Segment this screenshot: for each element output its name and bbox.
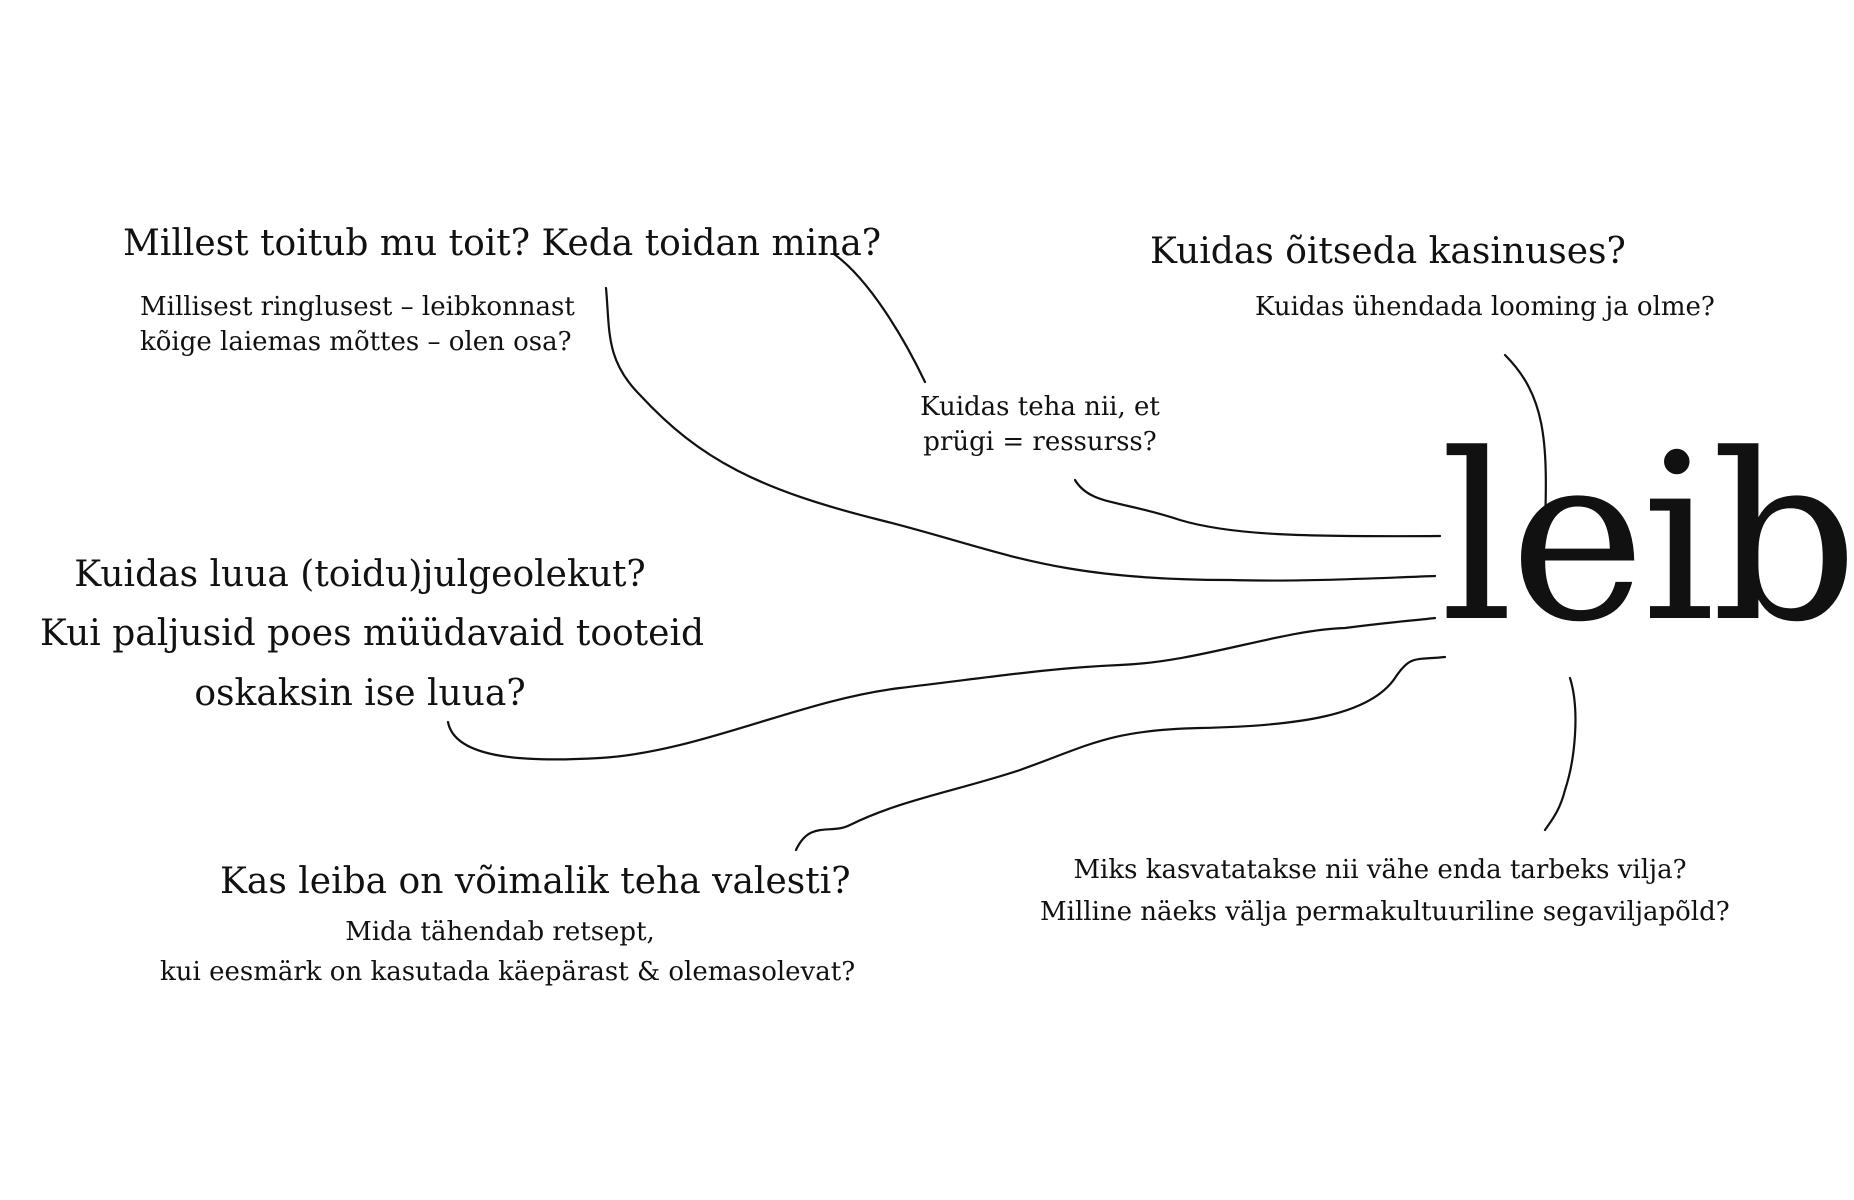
question-feeding-subtitle-line1: Millisest ringlusest – leibkonnast xyxy=(140,292,575,322)
question-waste-line2: prügi = ressurss? xyxy=(923,427,1157,458)
connector-feeding-title xyxy=(834,254,925,382)
question-wrong-subtitle-line2: kui eesmärk on kasutada käepärast & olemasolevat? xyxy=(160,957,856,988)
question-courage xyxy=(40,545,704,723)
connector-wrong xyxy=(796,657,1445,850)
question-courage-line1: Kuidas luua (toidu)julgeolekut? xyxy=(74,554,646,595)
question-grain-line1: Miks kasvatatakse nii vähe enda tarbeks vilja? xyxy=(1073,855,1687,885)
question-courage-line2: Kui paljusid poes müüdavaid tooteid xyxy=(40,613,704,655)
question-thrive-title: Kuidas õitseda kasinuses? xyxy=(1150,231,1626,272)
question-wrong-subtitle-line1: Mida tähendab retsept, xyxy=(345,917,655,947)
question-waste xyxy=(900,390,1180,460)
connector-grain xyxy=(1545,678,1575,830)
question-feeding-subtitle-line2: kõige laiemas mõttes – olen osa? xyxy=(140,327,572,358)
connector-waste xyxy=(1075,480,1440,536)
question-wrong-title: Kas leiba on võimalik teha valesti? xyxy=(220,861,851,902)
question-wrong-subtitle xyxy=(160,912,856,993)
center-word-leib: leib xyxy=(1440,406,1854,673)
question-waste-line1: Kuidas teha nii, et xyxy=(920,392,1160,422)
question-thrive-subtitle: Kuidas ühendada looming ja olme? xyxy=(1255,292,1715,322)
question-grain-line2: Milline näeks välja permakultuuriline segaviljapõld? xyxy=(1040,896,1730,927)
question-feeding-title: Millest toitub mu toit? Keda toidan mina? xyxy=(123,223,882,264)
question-courage-line3: oskaksin ise luua? xyxy=(194,672,526,714)
question-feeding-subtitle xyxy=(140,290,575,360)
question-grain xyxy=(1040,850,1730,933)
